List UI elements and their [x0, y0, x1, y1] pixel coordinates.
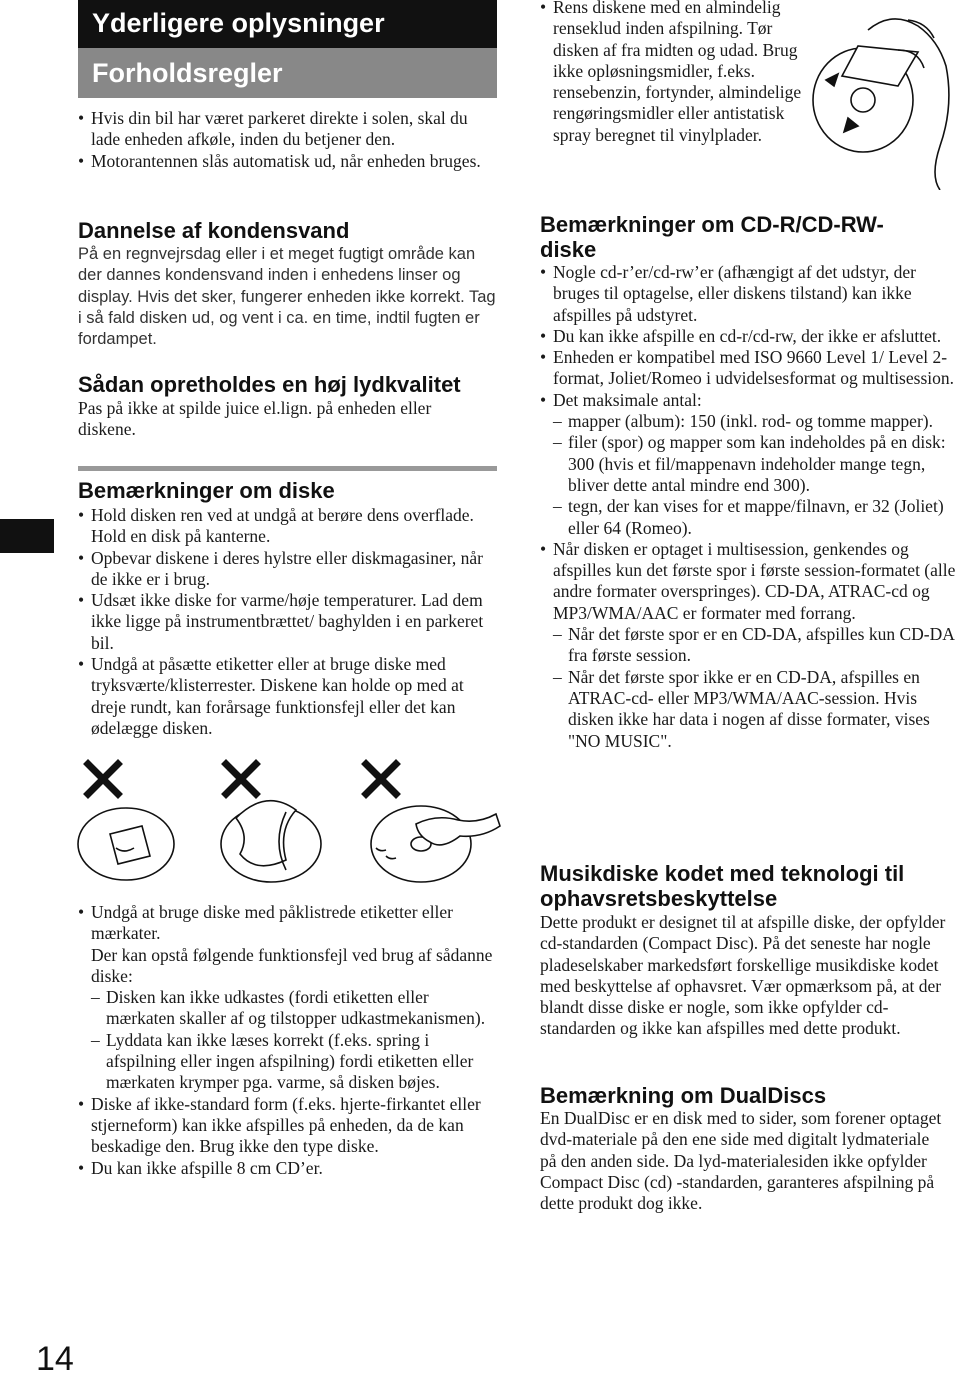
disc-warning-illustrations	[76, 752, 506, 887]
list-item: – Disken kan ikke udkastes (fordi etiketten eller mærkaten skaller af og tilstopper udkastmekanismen).	[91, 987, 500, 1030]
list-item: • Diske af ikke-standard form (f.eks. hjerte-firkantet eller stjerneform) kan ikke afspilles på enheden, da de kan beskadige den. Brug ikke den type diske.	[78, 1094, 500, 1158]
disc-notes-bullets	[78, 505, 500, 739]
condensation-heading: Dannelse af kondensvand	[78, 218, 350, 243]
copyright-heading: Musikdiske kodet med teknologi til ophavsretsbeskyttelse	[540, 861, 905, 911]
disc-with-sticker-icon	[78, 808, 174, 880]
disc-fingerprint-icon	[371, 806, 500, 882]
list-item: • Når disken er optaget i multisession, genkendes og afspilles kun det første spor i første session-formatet (alle andre formater overspringes). CD-DA, ATRAC-cd og MP3/WMA/AAC er formater med forrang. – Når det første spor er en CD-DA, afspilles kun CD-DA fra første session. – Når det første spor ikke er en CD-DA, afspilles en ATRAC-cd- eller MP3/WMA/AAC-session. Hvis disken ikke har data i nogen af disse formater, vises "NO MUSIC".	[540, 539, 958, 752]
list-item: • Du kan ikke afspille 8 cm CD’er.	[78, 1158, 500, 1179]
arrow-icon	[844, 118, 858, 132]
label-notes	[78, 902, 500, 1179]
cross-icon	[226, 764, 256, 794]
quality-heading: Sådan opretholdes en høj lydkvalitet	[78, 372, 461, 397]
list-item: – Når det første spor er en CD-DA, afspilles kun CD-DA fra første session.	[553, 624, 958, 667]
list-item: – Når det første spor ikke er en CD-DA, afspilles en ATRAC-cd- eller MP3/WMA/AAC-session. Hvis disken ikke har data i nogen af disse formater, vises "NO MUSIC".	[553, 667, 958, 752]
list-item: • Udsæt ikke diske for varme/høje temperaturer. Lad dem ikke ligge på instrumentbrættet/ baghylden i en parkeret bil.	[78, 590, 500, 654]
list-item: • Hold disken ren ved at undgå at berøre dens overflade. Hold en disk på kanterne.	[78, 505, 500, 548]
disc-notes-heading: Bemærkninger om diske	[78, 478, 335, 503]
hand-icon	[868, 19, 949, 190]
intro-bullets	[78, 108, 500, 172]
section-header	[78, 0, 497, 48]
list-item: • Det maksimale antal: – mapper (album): 150 (inkl. rod- og tomme mapper). – filer (spor) og mapper som kan indeholdes på en disk: 300 (hvis et fil/mappenavn indeholder mange tegn, bliver dette antal mindre end 300). – tegn, der kan vises for et mappe/filnavn, er 32 (Joliet) eller 64 (Romeo).	[540, 390, 958, 539]
copyright-text: Dette produkt er designet til at afspille diske, der opfylder cd-standarden (Compact Disc). På det seneste har nogle pladeselskaber markedsført forskellige musikdiske kodet med beskyttelse af ophavsret. Vær opmærksom på, at der blandt disse diske er nogle, som ikke opfylder cd-standarden og ikke kan afspilles med dette produkt.	[540, 912, 946, 1039]
dualdisc-heading: Bemærkning om DualDiscs	[540, 1083, 827, 1108]
cross-icon	[88, 764, 118, 794]
subsection-header	[78, 48, 497, 98]
list-item: • Rens diskene med en almindelig renseklud inden afspilning. Tør disken af fra midten og udad. Brug ikke opløsningsmidler, f.eks. rensebenzin, fortynder, almindelige rengøringsmidler eller antistatisk spray beregnet til vinylplader.	[540, 0, 812, 146]
list-item: • Undgå at påsætte etiketter eller at bruge diske med tryksværte/klisterrester. Diskene kan holde op med at dreje rundt, kan forårsage funktionsfejl eller det kan ødelægge disken.	[78, 654, 500, 739]
divider	[78, 466, 497, 471]
list-item: – mapper (album): 150 (inkl. rod- og tomme mapper).	[553, 411, 958, 432]
condensation-text: På en regnvejrsdag eller i et meget fugtigt område kan der dannes kondensvand inden i enhedens linser og display. Hvis det sker, fungerer enheden ikke korrekt. Tag i så fald disken ud, og vent i ca. en time, indtil fugten er fordampet.	[78, 245, 496, 349]
cdr-heading: Bemærkninger om CD-R/CD-RW-diske	[540, 212, 884, 262]
cross-icon	[366, 764, 396, 794]
language-tab-marker	[0, 519, 54, 553]
list-item: • Motorantennen slås automatisk ud, når enheden bruges.	[78, 151, 500, 172]
dualdisc-text: En DualDisc er en disk med to sider, som forener optaget dvd-materiale på den ene side med digitalt lydmateriale på den anden side. Da lyd-materialesiden ikke opfylder Compact Disc (cd) -standarden, garanteres afspilning på dette produkt dog ikke.	[540, 1108, 942, 1214]
arrow-icon	[826, 74, 838, 86]
disc-cleaning-illustration	[808, 10, 956, 190]
list-item: • Hvis din bil har været parkeret direkte i solen, skal du lade enheden afkøle, inden du betjener den.	[78, 108, 500, 151]
quality-text: Pas på ikke at spilde juice el.lign. på enheden eller diskene.	[78, 398, 432, 440]
list-item: – filer (spor) og mapper som kan indeholdes på en disk: 300 (hvis et fil/mappenavn indeholder mange tegn, bliver dette antal mindre end 300).	[553, 432, 958, 496]
section-title: Yderligere oplysninger	[92, 8, 385, 38]
list-item: • Du kan ikke afspille en cd-r/cd-rw, der ikke er afsluttet.	[540, 326, 958, 347]
page-number: 14	[36, 1340, 74, 1378]
list-item: – tegn, der kan vises for et mappe/filnavn, er 32 (Joliet) eller 64 (Romeo).	[553, 496, 958, 539]
cdr-notes	[540, 262, 958, 752]
subsection-title: Forholdsregler	[92, 58, 283, 88]
list-item: • Opbevar diskene i deres hylstre eller diskmagasiner, når de ikke er i brug.	[78, 548, 500, 591]
list-item: • Enheden er kompatibel med ISO 9660 Level 1/ Level 2-format, Joliet/Romeo i udvidelsesformat og multisession.	[540, 347, 958, 390]
list-item: – Lyddata kan ikke læses korrekt (f.eks. spring i afspilning eller ingen afspilning) fordi etiketten eller mærkaten krymper pga. varme, så disken bøjes.	[91, 1030, 500, 1094]
list-item: • Nogle cd-r’er/cd-rw’er (afhængigt af det udstyr, der bruges til optagelse, eller diskens tilstand) kan ikke afspilles på udstyret.	[540, 262, 958, 326]
list-item: • Undgå at bruge diske med påklistrede etiketter eller mærkater. Der kan opstå følgende funktionsfejl ved brug af sådanne diske: – Disken kan ikke udkastes (fordi etiketten eller mærkaten skaller af og tilstopper udkastmekanismen). – Lyddata kan ikke læses korrekt (f.eks. spring i afspilning eller ingen afspilning) fordi etiketten eller mærkaten krymper pga. varme, så disken bøjes.	[78, 902, 500, 1094]
disc-peeling-label-icon	[221, 801, 321, 882]
clean-bullet	[540, 0, 812, 146]
